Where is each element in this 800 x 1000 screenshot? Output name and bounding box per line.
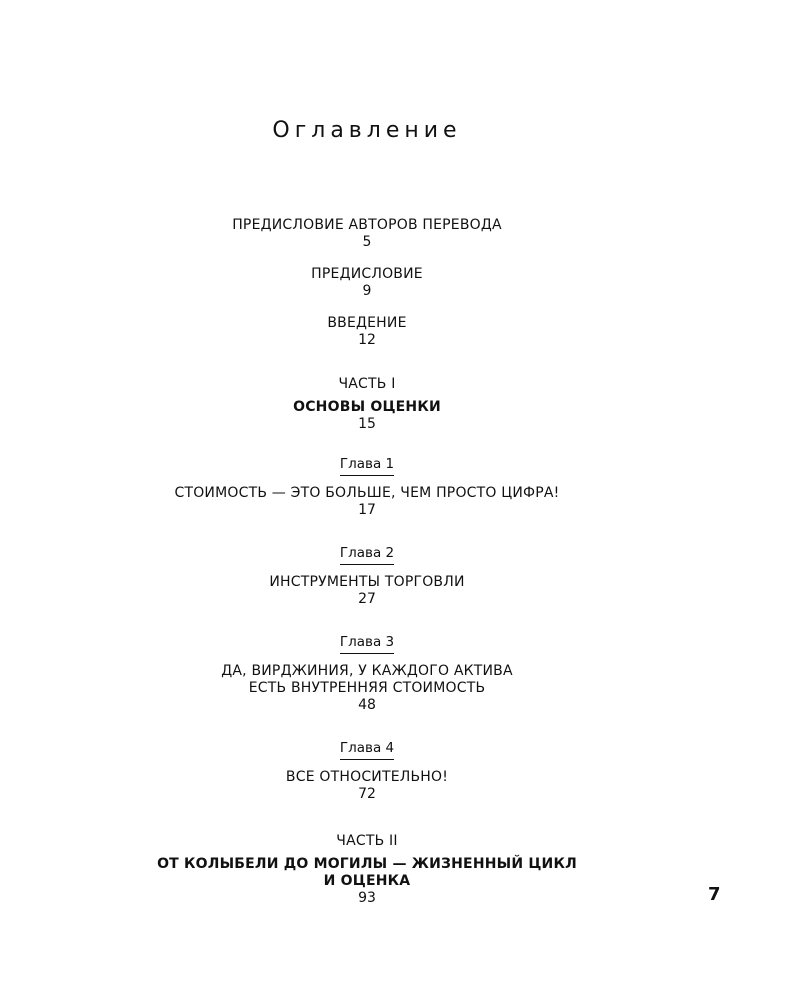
toc-chapter-4 [0, 740, 734, 803]
chapter-page-number: 48 [358, 697, 376, 713]
chapter-title-line-2: ЕСТЬ ВНУТРЕННЯЯ СТОИМОСТЬ [248, 680, 486, 696]
chapter-tag: Глава 3 [340, 634, 394, 654]
toc-entry-preface [0, 266, 734, 300]
toc-chapter-3 [0, 634, 734, 714]
part-label: ЧАСТЬ I [338, 376, 396, 392]
chapter-title: ИНСТРУМЕНТЫ ТОРГОВЛИ [269, 574, 465, 590]
toc-entry-translators-preface [0, 217, 734, 251]
chapter-tag: Глава 1 [340, 456, 394, 476]
chapter-title-line-1: ДА, ВИРДЖИНИЯ, У КАЖДОГО АКТИВА [221, 663, 513, 679]
toc-part-1 [0, 376, 734, 433]
entry-page-number: 12 [358, 332, 376, 348]
entry-page-number: 9 [362, 283, 372, 299]
part-title-line-1: ОТ КОЛЫБЕЛИ ДО МОГИЛЫ — ЖИЗНЕННЫЙ ЦИКЛ [157, 856, 577, 872]
chapter-tag: Глава 2 [340, 545, 394, 565]
chapter-title: ВСЕ ОТНОСИТЕЛЬНО! [285, 769, 449, 785]
toc-heading: Оглавление [272, 118, 462, 143]
toc-chapter-1 [0, 456, 734, 519]
page-folio: 7 [708, 884, 721, 905]
toc-part-2 [0, 833, 734, 907]
chapter-page-number: 27 [358, 591, 376, 607]
chapter-title: СТОИМОСТЬ — ЭТО БОЛЬШЕ, ЧЕМ ПРОСТО ЦИФРА! [174, 485, 560, 501]
chapter-tag: Глава 4 [340, 740, 394, 760]
entry-label: ПРЕДИСЛОВИЕ АВТОРОВ ПЕРЕВОДА [232, 217, 502, 233]
chapter-page-number: 17 [358, 502, 376, 518]
part-title: ОСНОВЫ ОЦЕНКИ [293, 399, 441, 415]
part-page-number: 15 [358, 416, 376, 432]
toc-chapter-2 [0, 545, 734, 608]
part-label: ЧАСТЬ II [336, 833, 398, 849]
toc-entry-introduction [0, 315, 734, 349]
entry-page-number: 5 [362, 234, 372, 250]
entry-label: ВВЕДЕНИЕ [327, 315, 407, 331]
chapter-page-number: 72 [358, 786, 376, 802]
part-page-number: 93 [358, 890, 376, 906]
entry-label: ПРЕДИСЛОВИЕ [311, 266, 423, 282]
part-title-line-2: И ОЦЕНКА [323, 873, 411, 889]
